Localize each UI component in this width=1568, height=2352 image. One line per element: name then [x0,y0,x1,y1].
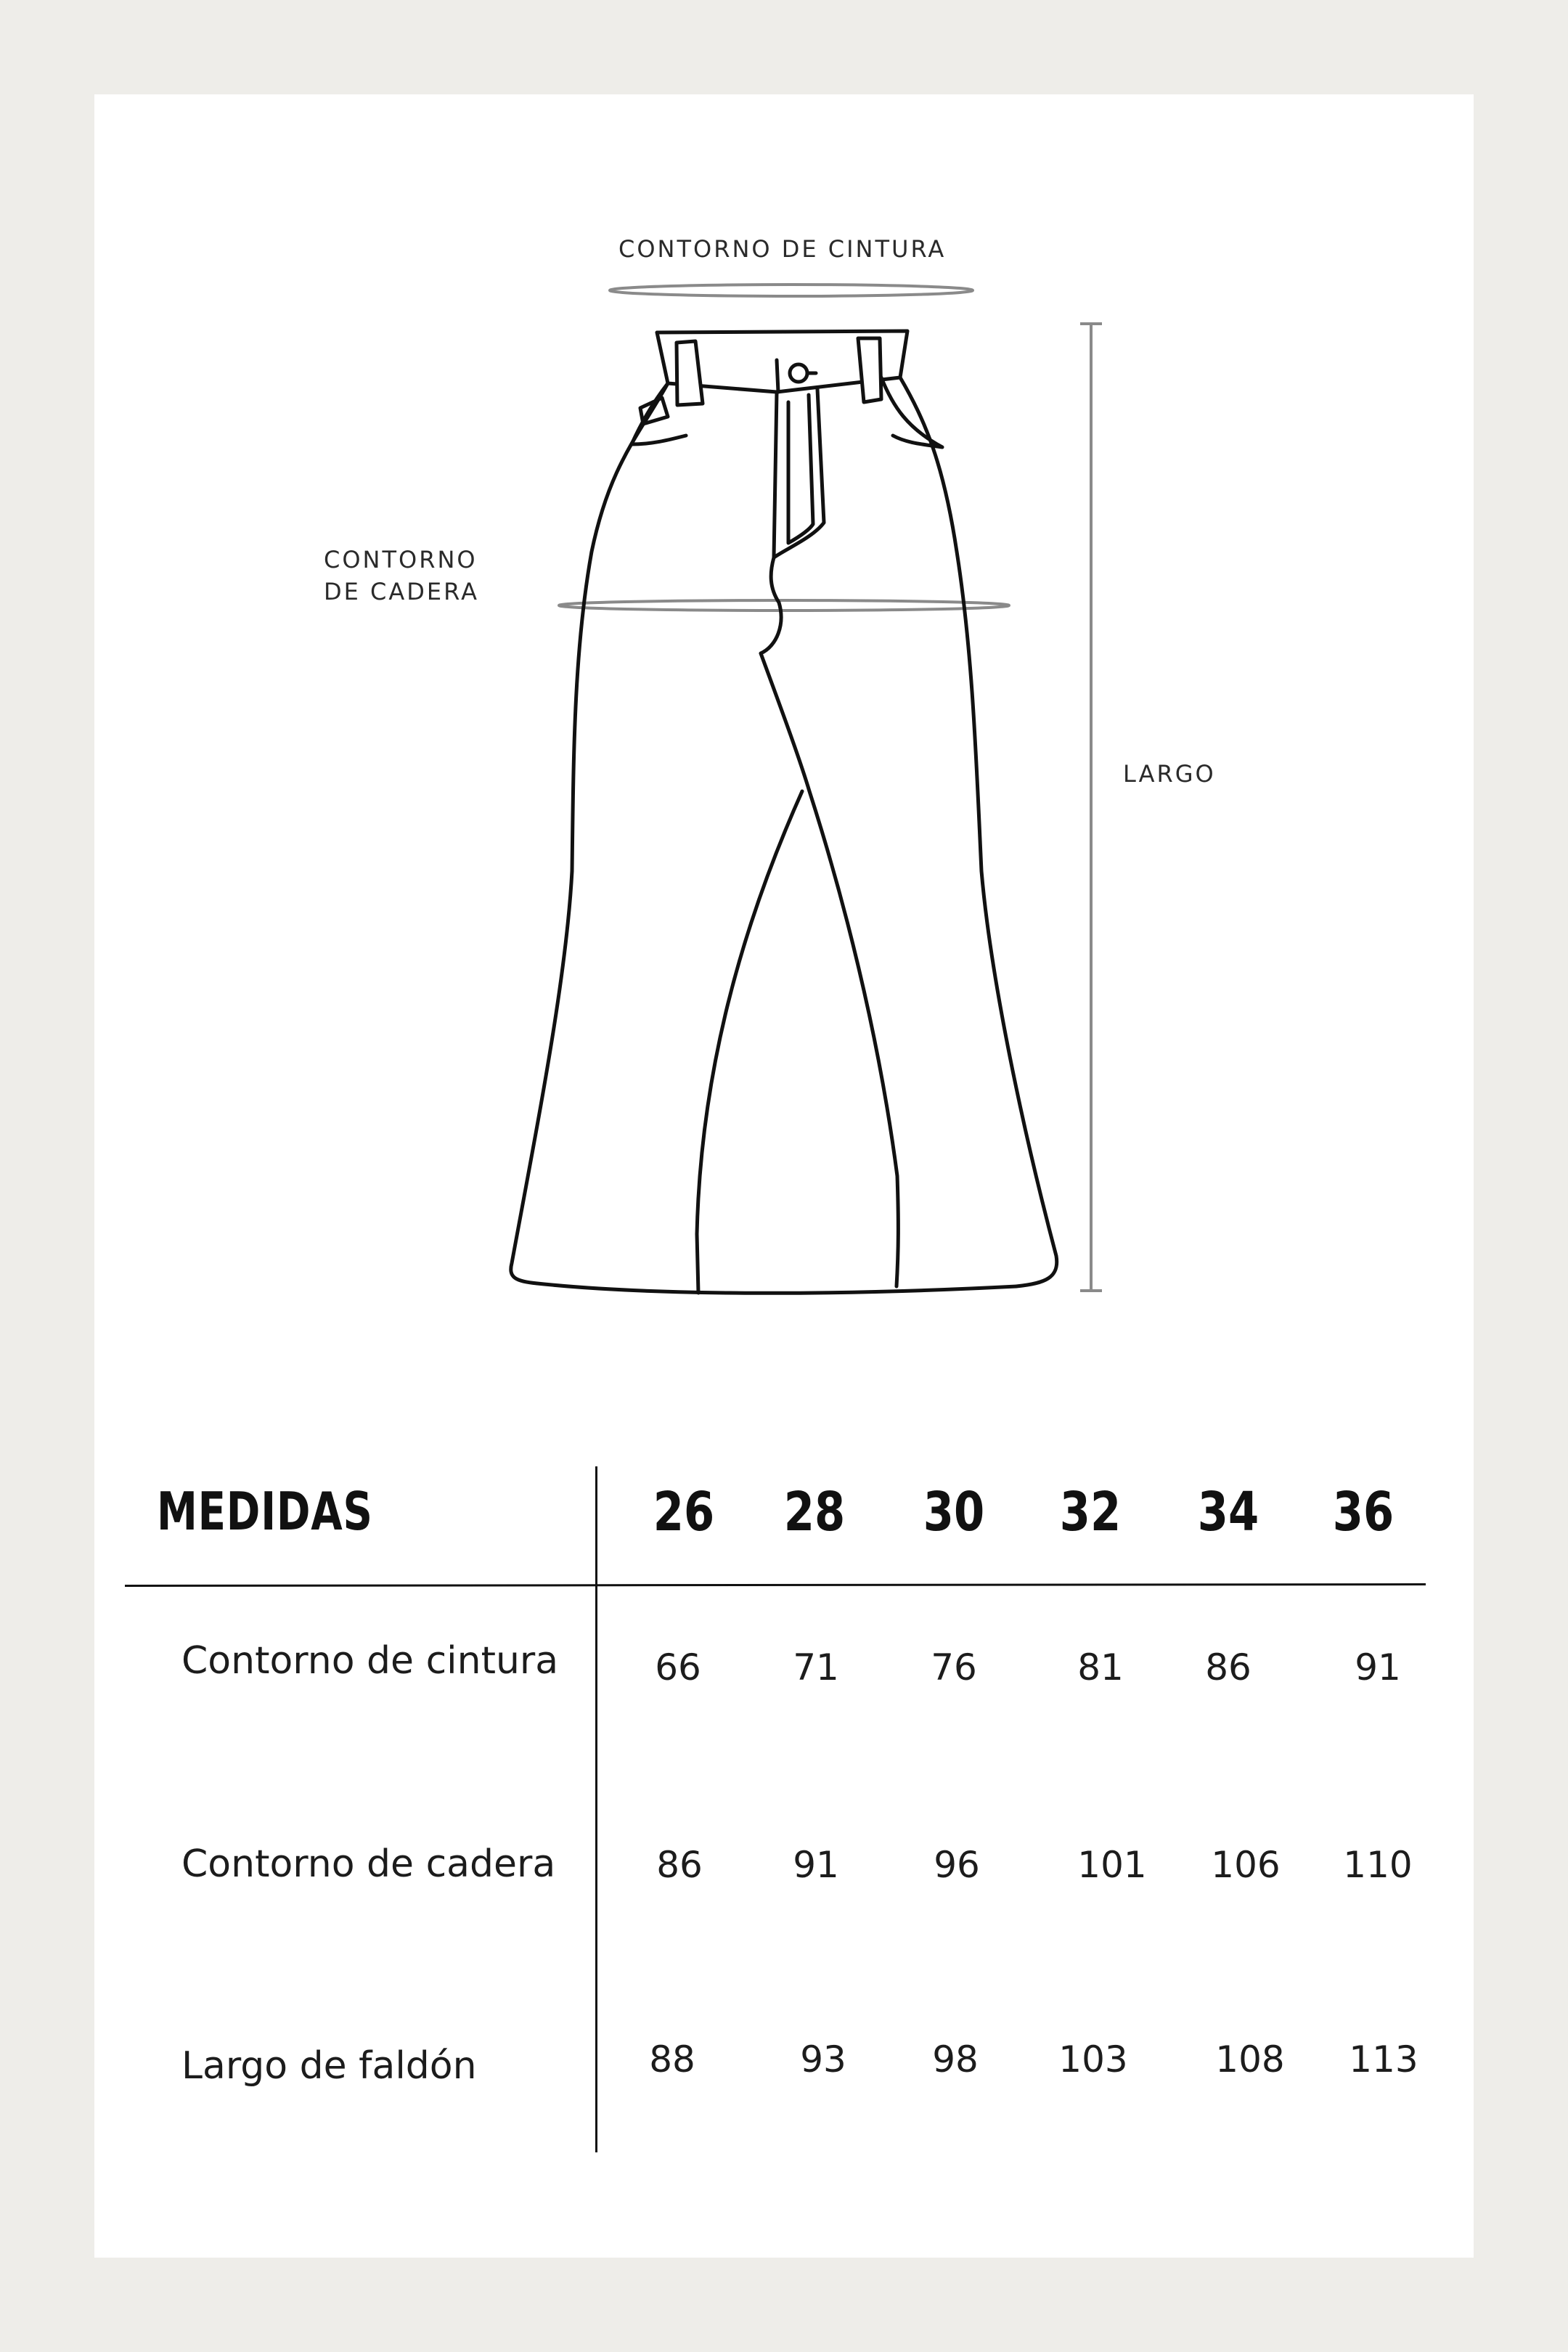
waist-label: CONTORNO DE CINTURA [618,235,947,263]
row-label-waist: Contorno de cintura [181,1639,559,1683]
table-cell: 66 [655,1646,701,1689]
table-cell: 71 [793,1646,839,1689]
size-header: 34 [1197,1481,1259,1543]
table-cell: 110 [1343,1844,1413,1886]
row-label-length: Largo de faldón [181,2044,477,2088]
table-header-title: MEDIDAS [157,1481,373,1542]
table-cell: 91 [793,1844,839,1886]
size-header: 30 [923,1481,985,1543]
length-label: LARGO [1123,760,1216,788]
table-cell: 106 [1211,1844,1281,1886]
table-cell: 103 [1058,2038,1128,2081]
size-header: 26 [653,1481,715,1543]
table-cell: 88 [649,2038,695,2081]
length-measure-line [1080,324,1102,1291]
hip-label-line1: CONTORNO [324,546,478,573]
table-cell: 91 [1355,1646,1401,1689]
table-cell: 93 [800,2038,846,2081]
table-cell: 86 [1205,1646,1251,1689]
row-label-hip: Contorno de cadera [181,1842,556,1886]
waist-measure-line [610,285,973,296]
table-cell: 81 [1077,1646,1124,1689]
size-header: 28 [783,1481,846,1543]
size-header: 36 [1332,1481,1395,1543]
size-header: 32 [1059,1481,1122,1543]
table-cell: 108 [1215,2038,1285,2081]
table-cell: 76 [931,1646,977,1689]
table-cell: 113 [1349,2038,1418,2081]
table-cell: 96 [934,1844,980,1886]
hip-label-line2: DE CADERA [324,578,479,605]
table-column-divider [595,1466,597,2152]
table-cell: 101 [1077,1844,1147,1886]
table-cell: 98 [932,2038,979,2081]
skirt-outline [511,331,1057,1293]
hip-measure-line [559,600,1009,611]
table-cell: 86 [656,1844,703,1886]
